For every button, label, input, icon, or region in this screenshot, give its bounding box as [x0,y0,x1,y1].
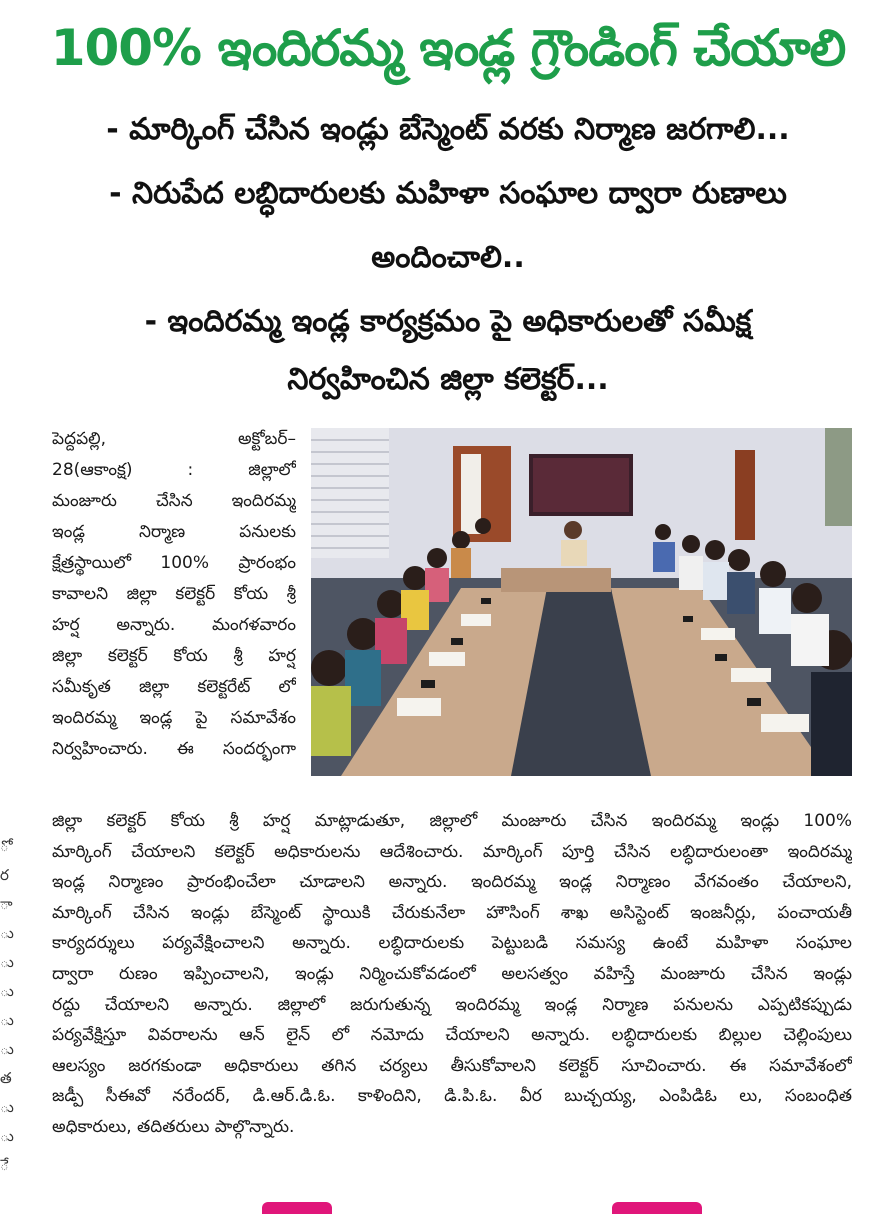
edge-fragment: ా [0,895,13,913]
body-line: 28(ఆకాంక్ష) : జిల్లాలో [52,460,296,480]
body-line: మార్కింగ్ చేసిన ఇండ్లు బేస్మెంట్ స్థాయికి చేరుకునేలా హౌసింగ్ శాఖ అసిస్టెంట్ ఇంజనీర్లు, పంచాయతీ [52,902,852,923]
body-line: ద్వారా రుణం ఇప్పించాలని, ఇండ్లు నిర్మించుకోవడంలో అలసత్వం వహిస్తే మంజూరు చేసిన ఇండ్లు [52,963,852,984]
body-line: రద్దు చేయాలని అన్నారు. జిల్లాలో జరుగుతున్న ఇందిరమ్మ ఇండ్ల నిర్మాణ పనులను ఎప్పటికప్పుడు [52,994,852,1015]
next-headline-fragment [262,1202,332,1214]
body-line: ఇందిరమ్మ ఇండ్ల పై సమావేశం [52,708,296,728]
edge-fragment: ు [0,1098,14,1116]
body-line: జిల్లా కలెక్టర్ కోయ శ్రీ హర్ష మాట్లాడుతూ, జిల్లాలో మంజూరు చేసిన ఇందిరమ్మ ఇండ్లు 100% [52,811,852,831]
body-line: కావాలని జిల్లా కలెక్టర్ కోయ శ్రీ [52,584,296,604]
headline: 100% ఇందిరమ్మ ఇండ్ల గ్రౌండింగ్ చేయాలి [50,19,846,77]
subheadline-3: - ఇందిరమ్మ ఇండ్ల కార్యక్రమం పై అధికారులతో సమీక్ష [144,304,752,339]
subheadline-2-continued: అందించాలి.. [371,240,525,275]
body-line: సమీకృత జిల్లా కలెక్టరేట్ లో [52,677,296,697]
body-column-text [52,424,296,765]
edge-fragment: ర [0,866,9,884]
adjacent-column-fragments [0,832,14,1180]
meeting-photo [311,428,852,776]
body-line: ఇండ్ల నిర్మాణం ప్రారంభించేలా చూడాలని అన్నారు. ఇందిరమ్మ ఇండ్ల నిర్మాణం వేగవంతం చేయాలని, [52,872,852,893]
body-line: ఇండ్ల నిర్మాణ పనులకు [52,522,296,542]
body-line: కార్యదర్శులు పర్యవేక్షించాలని అన్నారు. లబ్ధిదారులకు పెట్టుబడి సమస్య ఉంటే మహిళా సంఘాల [52,933,852,954]
body-line: జిల్లా కలెక్టర్ కోయ శ్రీ హర్ష [52,646,296,666]
body-line: పెద్దపల్లి, అక్టోబర్– [52,429,296,449]
body-line: మంజూరు చేసిన ఇందిరమ్మ [52,491,296,511]
body-line: ఆలస్యం జరగకుండా అధికారులు తగిన చర్యలు తీసుకోవాలని కలెక్టర్ సూచించారు. ఈ సమావేశంలో [52,1055,852,1076]
next-headline-fragment [612,1202,702,1214]
edge-fragment: ే [0,1156,9,1174]
body-line: మార్కింగ్ చేయాలని కలెక్టర్ అధికారులను ఆదేశించారు. మార్కింగ్ పూర్తి చేసిన లబ్ధిదారులంతా ఇందిరమ్మ [52,841,852,862]
edge-fragment: ు [0,982,14,1000]
edge-fragment: ు [0,953,14,971]
edge-fragment: ు [0,1040,14,1058]
subheadline-3-continued: నిర్వహించిన జిల్లా కలెక్టర్... [287,362,609,397]
edge-fragment: ు [0,924,14,942]
body-line: నిర్వహించారు. ఈ సందర్భంగా [52,739,296,759]
edge-fragment: ు [0,1011,14,1029]
subheadline-1: - మార్కింగ్ చేసిన ఇండ్లు బేస్మెంట్ వరకు నిర్మాణ జరగాలి... [106,112,790,147]
body-line: అధికారులు, తదితరులు పాల్గొన్నారు. [52,1116,295,1137]
body-line: జడ్పీ సీఈవో నరేందర్, డి.ఆర్.డి.ఓ. కాళిందిని, డి.పి.ఓ. వీర బుచ్చయ్య, ఎంపిడిఓ లు, సంబంధిత [52,1086,852,1107]
body-line: హర్ష అన్నారు. మంగళవారం [52,615,296,635]
body-line: పర్యవేక్షిస్తూ వివరాలను ఆన్ లైన్ లో నమోదు చేయాలని అన్నారు. లబ్ధిదారులకు బిల్లుల చెల్లింపులు [52,1025,852,1046]
edge-fragment: త [0,1069,12,1087]
subheadline-2: - నిరుపేద లబ్ధిదారులకు మహిళా సంఘాల ద్వారా రుణాలు [109,176,787,211]
edge-fragment: ో [0,837,9,855]
body-line: క్షేత్రస్థాయిలో 100% ప్రారంభం [52,553,296,573]
edge-fragment: ు [0,1127,14,1145]
body-wide-text [52,806,852,1143]
